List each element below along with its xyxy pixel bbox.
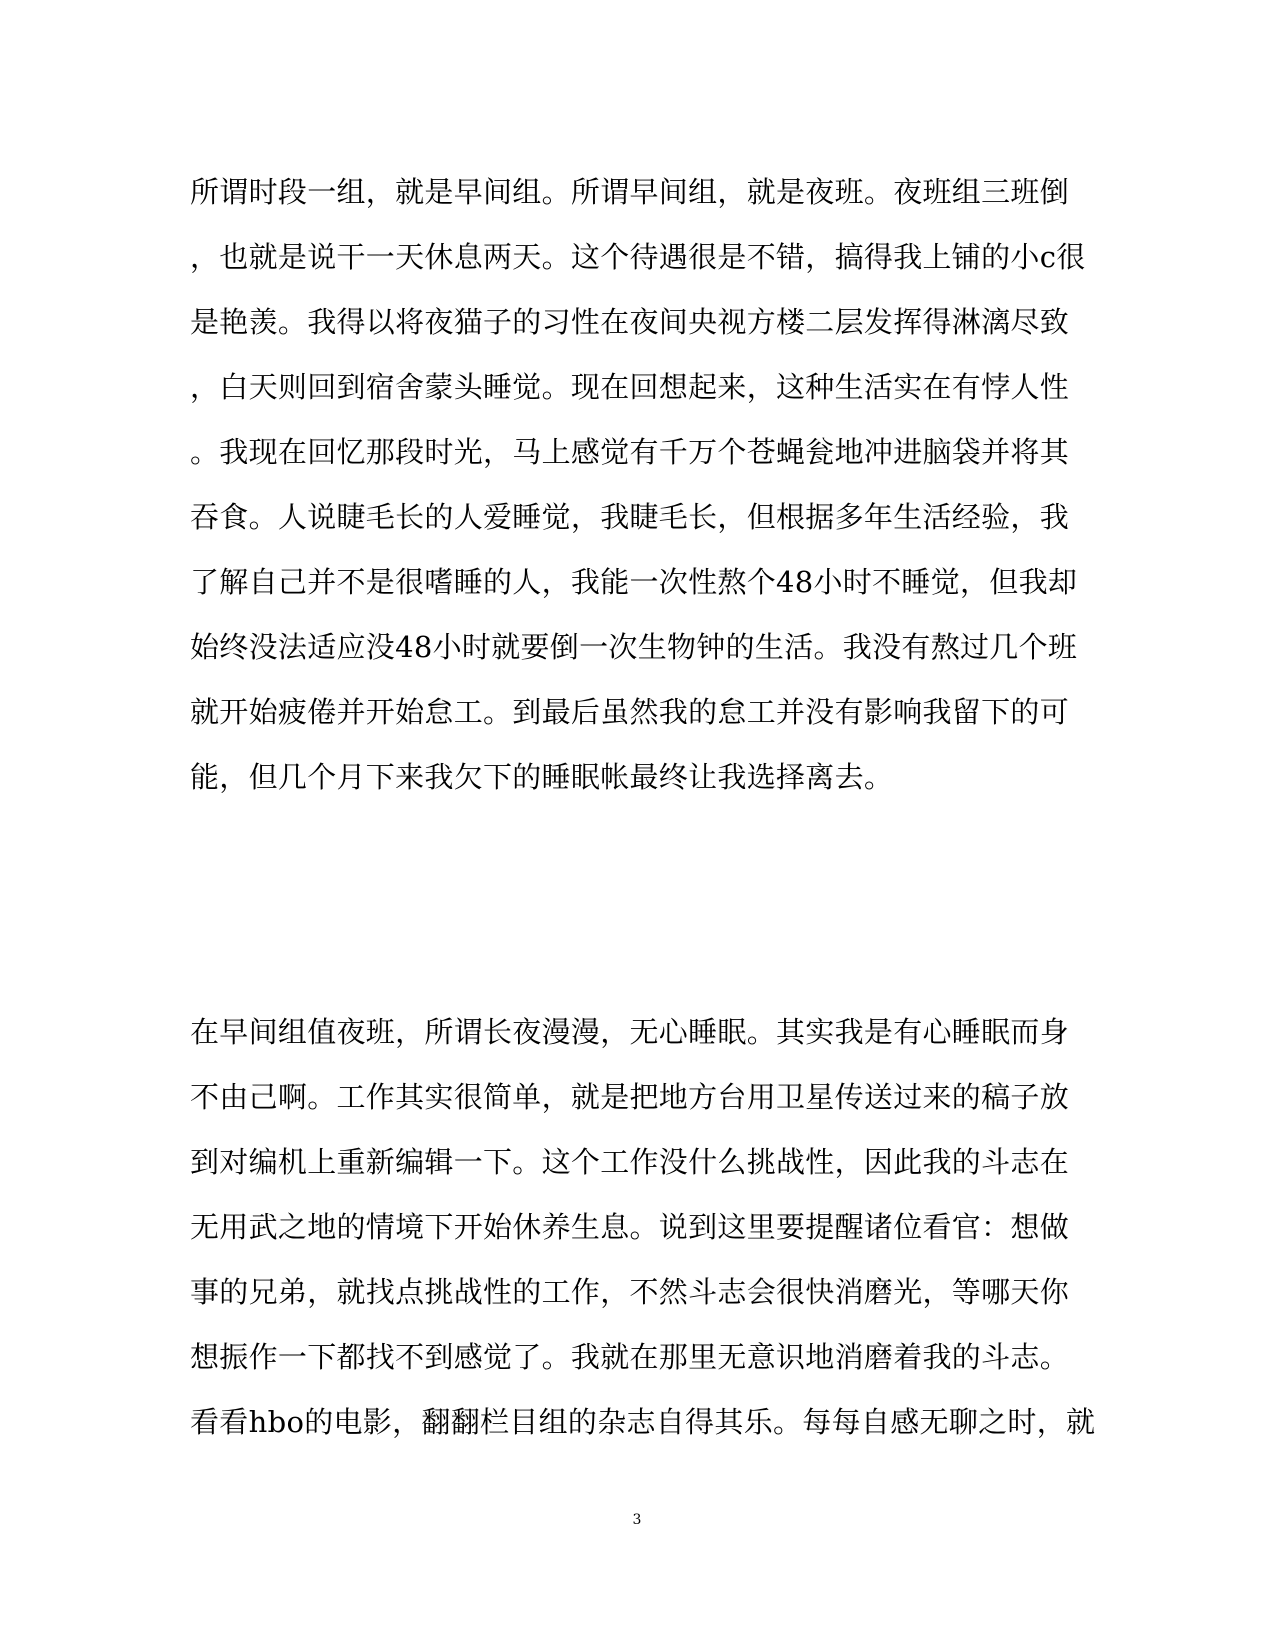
text-line: 了解自己并不是很嗜睡的人，我能一次性熬个48小时不睡觉，但我却 xyxy=(190,565,1078,599)
text-line: 无用武之地的情境下开始休养生息。说到这里要提醒诸位看官：想做 xyxy=(190,1210,1070,1244)
text-line: ，白天则回到宿舍蒙头睡觉。现在回想起来，这种生活实在有悖人性 xyxy=(190,370,1070,404)
text-line: 所谓时段一组，就是早间组。所谓早间组，就是夜班。夜班组三班倒 xyxy=(190,175,1070,209)
text-line: 在早间组值夜班，所谓长夜漫漫，无心睡眠。其实我是有心睡眠而身 xyxy=(190,1015,1070,1049)
text-line: 到对编机上重新编辑一下。这个工作没什么挑战性，因此我的斗志在 xyxy=(190,1145,1070,1179)
text-line: 不由己啊。工作其实很简单，就是把地方台用卫星传送过来的稿子放 xyxy=(190,1080,1070,1114)
page-number: 3 xyxy=(632,1512,642,1528)
text-line: 。我现在回忆那段时光，马上感觉有千万个苍蝇瓮地冲进脑袋并将其 xyxy=(190,435,1070,469)
text-line: 事的兄弟，就找点挑战性的工作，不然斗志会很快消磨光，等哪天你 xyxy=(190,1275,1070,1309)
text-line: 吞食。人说睫毛长的人爱睡觉，我睫毛长，但根据多年生活经验，我 xyxy=(190,500,1070,534)
paragraph xyxy=(190,160,1090,810)
text-line: ，也就是说干一天休息两天。这个待遇很是不错，搞得我上铺的小c很 xyxy=(190,240,1086,274)
text-line: 能，但几个月下来我欠下的睡眠帐最终让我选择离去。 xyxy=(190,760,894,794)
paragraph xyxy=(190,1000,1096,1455)
text-line: 是艳羡。我得以将夜猫子的习性在夜间央视方楼二层发挥得淋漓尽致 xyxy=(190,305,1070,339)
text-line: 就开始疲倦并开始怠工。到最后虽然我的怠工并没有影响我留下的可 xyxy=(190,695,1070,729)
text-line: 始终没法适应没48小时就要倒一次生物钟的生活。我没有熬过几个班 xyxy=(190,630,1078,664)
text-line: 想振作一下都找不到感觉了。我就在那里无意识地消磨着我的斗志。 xyxy=(190,1340,1070,1374)
text-line: 看看hbo的电影，翻翻栏目组的杂志自得其乐。每每自感无聊之时，就 xyxy=(190,1405,1096,1439)
